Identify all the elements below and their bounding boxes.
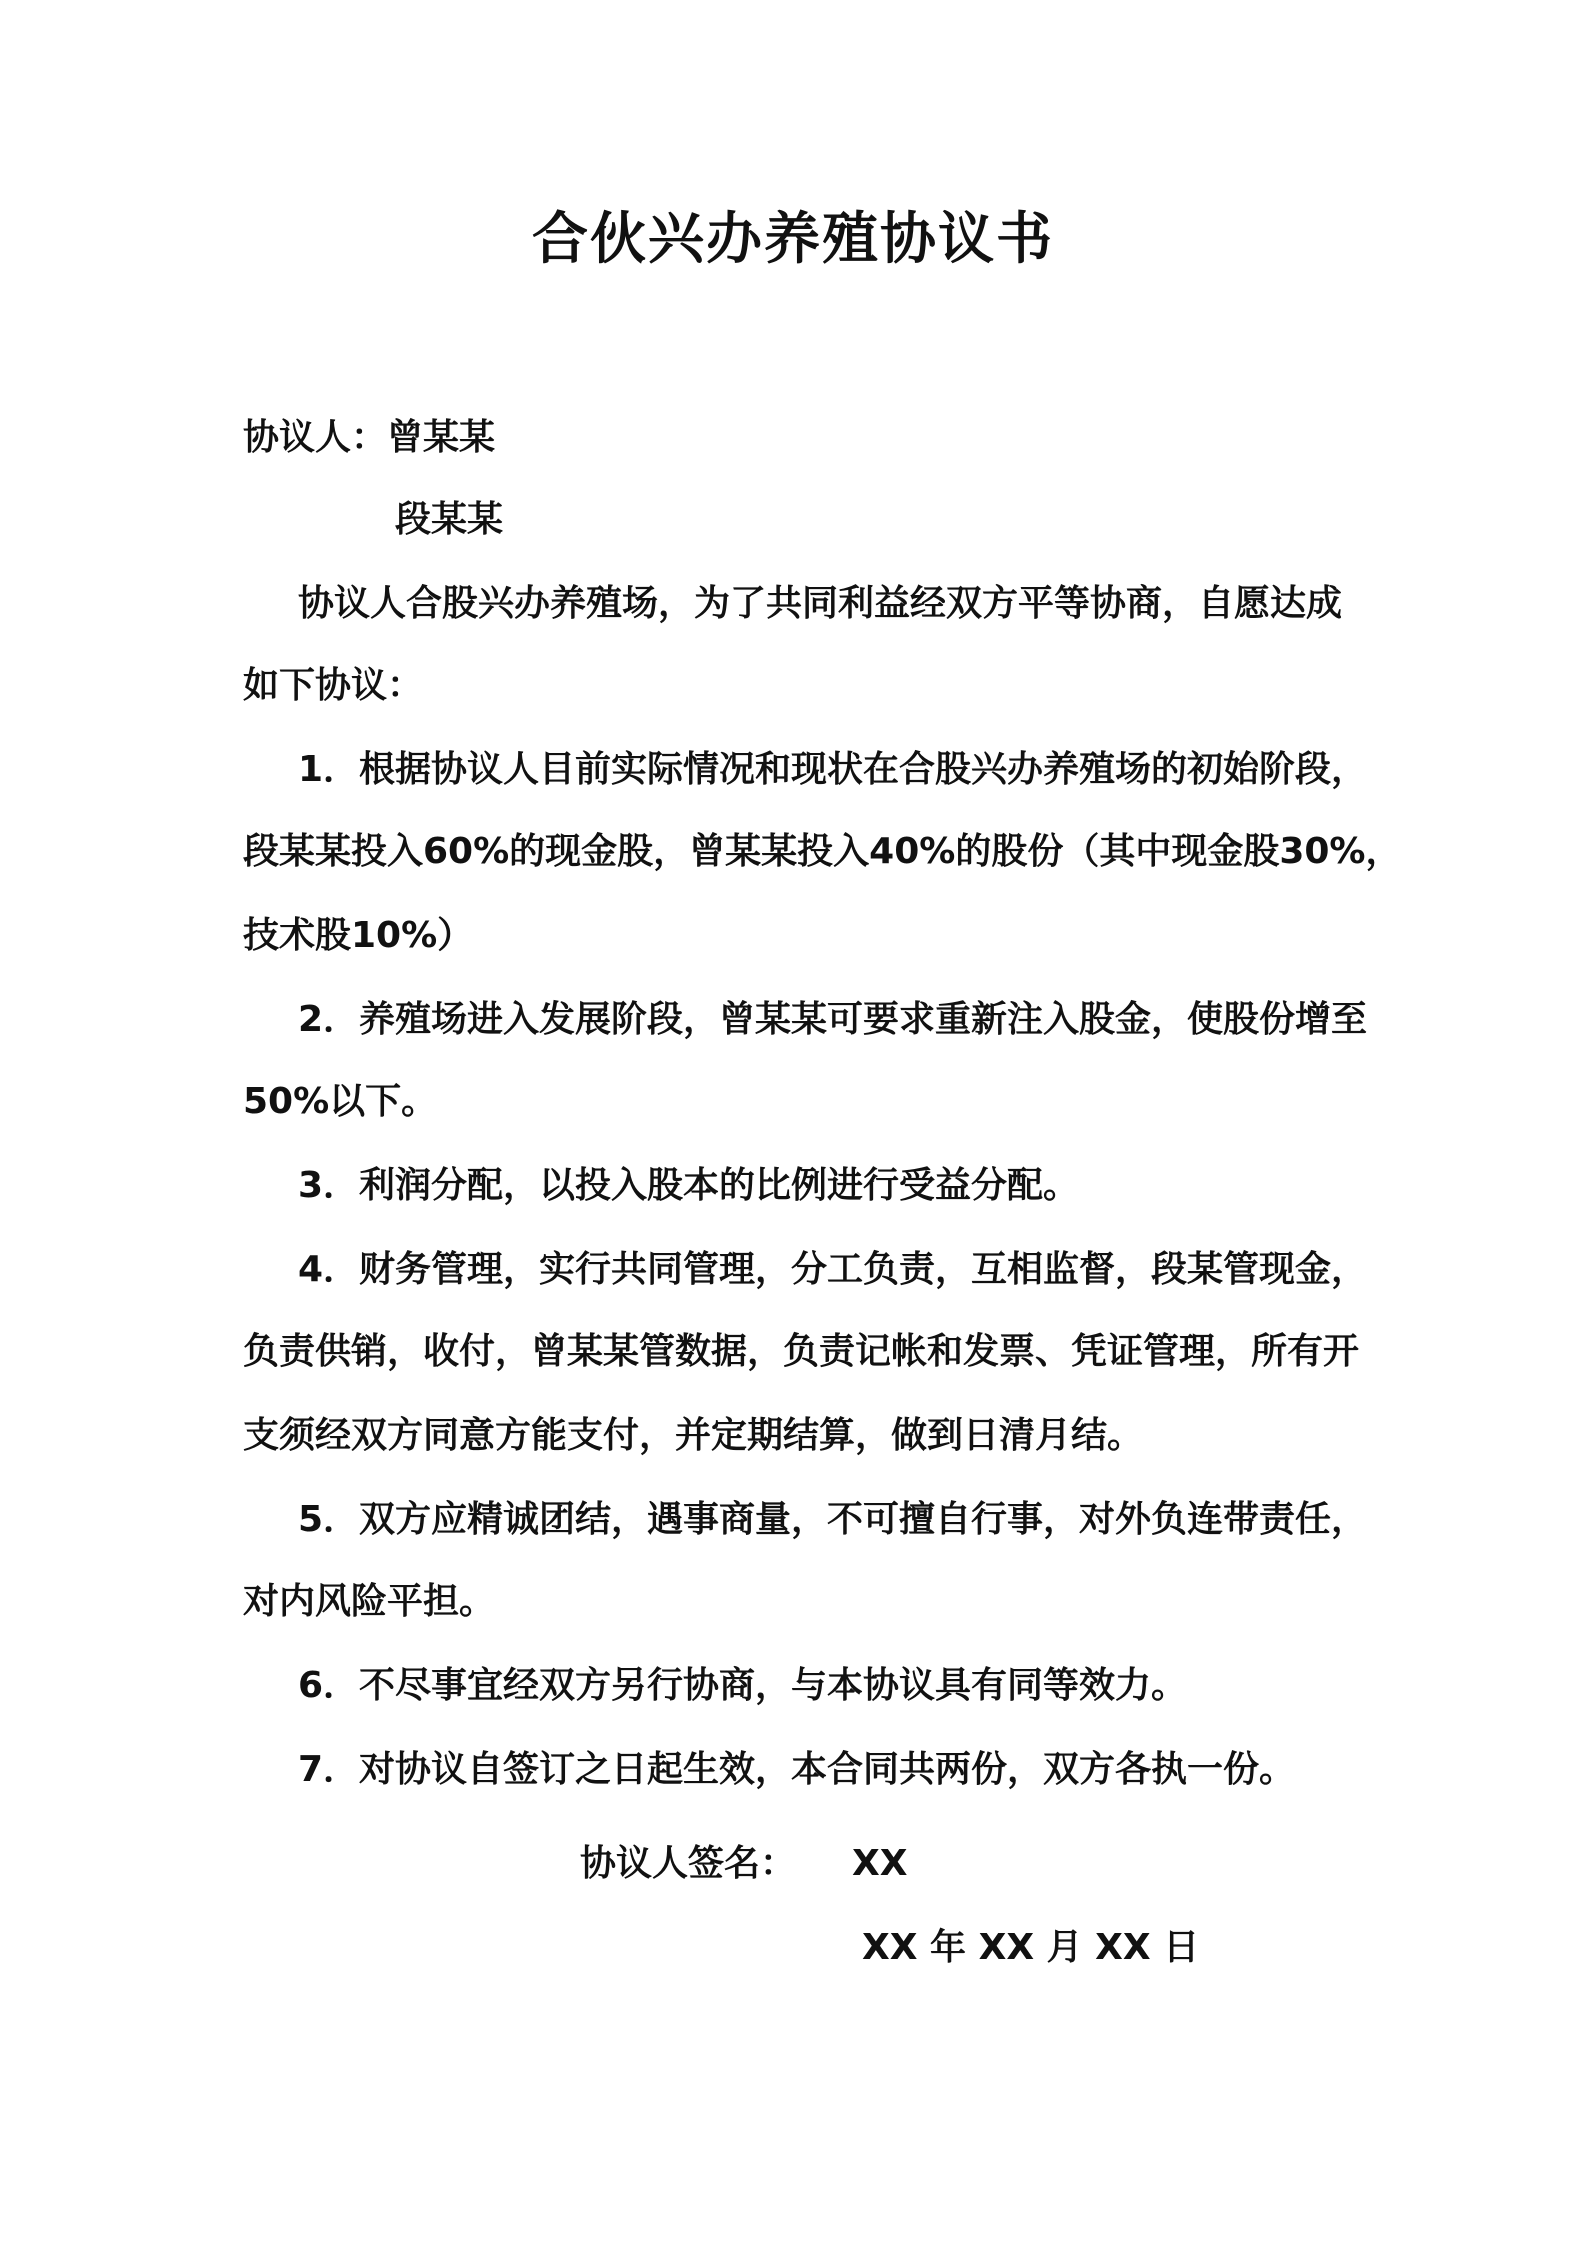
- clause-1-line-2: 段某某投入60%的现金股，曾某某投入40%的股份（其中现金股30%，: [243, 831, 1402, 872]
- clause-2-line-2: 50%以下。: [243, 1081, 438, 1122]
- clause-7-line-1: 7．对协议自签订之日起生效，本合同共两份，双方各执一份。: [298, 1749, 1296, 1790]
- clause-5-line-2: 对内风险平担。: [243, 1581, 496, 1622]
- clause-4-line-2: 负责供销，收付，曾某某管数据，负责记帐和发票、凭证管理，所有开: [243, 1331, 1360, 1372]
- party-2: 段某某: [395, 499, 504, 540]
- clause-1-line-3: 技术股10%）: [243, 915, 474, 956]
- clause-3-line-1: 3．利润分配，以投入股本的比例进行受益分配。: [298, 1165, 1080, 1206]
- party-1: 曾某某: [387, 417, 496, 458]
- intro-line-2: 如下协议：: [243, 665, 424, 706]
- signature-date: XX 年 XX 月 XX 日: [862, 1927, 1200, 1968]
- clause-4-line-3: 支须经双方同意方能支付，并定期结算，做到日清月结。: [243, 1415, 1144, 1456]
- clause-1-line-1: 1．根据协议人目前实际情况和现状在合股兴办养殖场的初始阶段，: [298, 749, 1368, 790]
- document-title: 合伙兴办养殖协议书: [532, 207, 1054, 272]
- signature-value: XX: [852, 1843, 908, 1884]
- clause-5-line-1: 5．双方应精诚团结，遇事商量，不可擅自行事，对外负连带责任，: [298, 1499, 1368, 1540]
- clause-6-line-1: 6．不尽事宜经双方另行协商，与本协议具有同等效力。: [298, 1665, 1188, 1706]
- signature-label: 协议人签名：: [580, 1843, 797, 1884]
- clause-4-line-1: 4．财务管理，实行共同管理，分工负责，互相监督，段某管现金，: [298, 1249, 1368, 1290]
- parties-label: 协议人：: [243, 417, 388, 458]
- intro-line-1: 协议人合股兴办养殖场，为了共同利益经双方平等协商，自愿达成: [298, 583, 1343, 624]
- clause-2-line-1: 2．养殖场进入发展阶段，曾某某可要求重新注入股金，使股份增至: [298, 999, 1368, 1040]
